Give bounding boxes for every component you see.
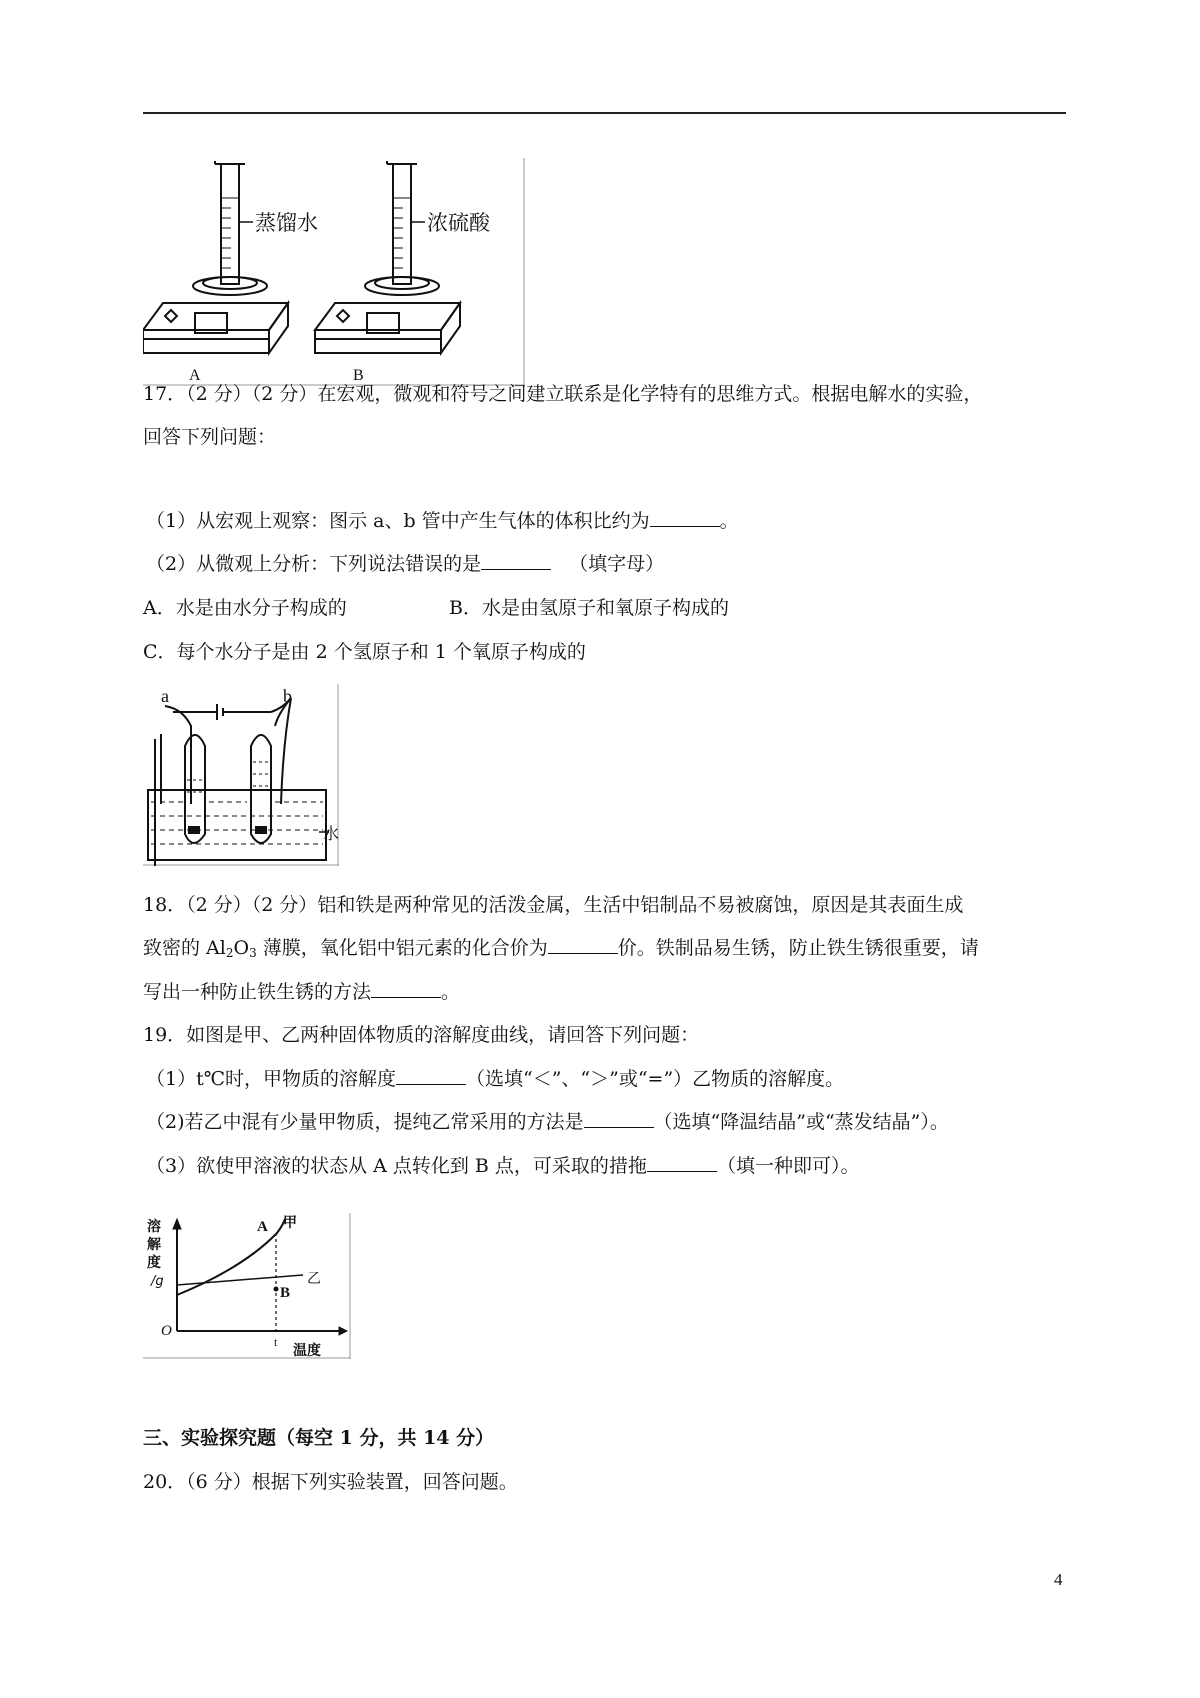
t-tick-label: t <box>274 1335 278 1349</box>
label-conc-sulfuric-acid: 浓硫酸 <box>427 211 490 235</box>
q17-option-a: A．水是由水分子构成的 <box>143 597 347 619</box>
series-jia-label: 甲 <box>283 1215 297 1231</box>
q17-part1-end: 。 <box>719 510 739 532</box>
ylabel-char-1: 溶 <box>147 1219 161 1235</box>
water-surface-hatch <box>151 762 323 844</box>
point-b-label: B <box>280 1285 291 1301</box>
q18-line2-start: 致密的 Al <box>143 937 226 959</box>
caption-a: A <box>189 367 201 384</box>
answer-blank <box>396 1066 466 1085</box>
q17-part1 <box>146 508 739 534</box>
answer-blank <box>647 1153 717 1172</box>
series-yi-label: 乙 <box>307 1271 321 1287</box>
answer-blank <box>650 508 720 527</box>
electrode-b <box>255 826 267 834</box>
header-rule <box>143 112 1066 114</box>
y-axis-arrow <box>173 1219 181 1229</box>
q19-part3 <box>146 1153 859 1179</box>
q17-option-b: B．水是由氢原子和氧原子构成的 <box>449 597 729 619</box>
label-b: b <box>283 686 292 706</box>
q19-line1: 19．如图是甲、乙两种固体物质的溶解度曲线，请回答下列问题： <box>143 1024 700 1046</box>
q17-line2: 回答下列问题： <box>143 426 277 448</box>
q19-part3-end: （填一种即可）。 <box>716 1155 860 1177</box>
answer-blank <box>548 935 618 954</box>
electrode-a <box>188 826 200 834</box>
q17-part1-text: （1）从宏观上观察：图示 a、b 管中产生气体的体积比约为 <box>146 510 650 532</box>
q19-part2-end: （选填“降温结晶”或“蒸发结晶”）。 <box>653 1111 949 1133</box>
cylinder-a-marks <box>222 198 253 268</box>
q18-line2-end: 价。铁制品易生锈，防止铁生锈很重要，请 <box>617 937 979 959</box>
label-distilled-water: 蒸馏水 <box>255 211 318 235</box>
ylabel-char-2: 解 <box>147 1237 161 1253</box>
q18-line1: 18．（2 分）（2 分）铝和铁是两种常见的活泼金属，生活中铝制品不易被腐蚀，原因是其表面生成 <box>143 894 964 916</box>
answer-blank <box>371 979 441 998</box>
q18-line3 <box>143 979 460 1005</box>
q18-line2-mid: 薄膜，氧化铝中铝元素的化合价为 <box>256 937 548 959</box>
balance-b <box>315 161 460 353</box>
page-number: 4 <box>1054 1570 1063 1589</box>
curve-yi <box>177 1275 303 1285</box>
point-a-label: A <box>257 1219 268 1235</box>
caption-b: B <box>353 367 364 384</box>
subscript-2: 2 <box>225 946 234 960</box>
q17-part2-text: （2）从微观上分析：下列说法错误的是 <box>146 553 482 575</box>
water-trough <box>148 790 326 860</box>
electrolysis-figure <box>143 684 339 866</box>
balance-figure <box>143 158 525 386</box>
q18-line2 <box>143 935 979 966</box>
q19-part1-text: （1）t℃时，甲物质的溶解度 <box>146 1068 396 1090</box>
x-axis-arrow <box>339 1327 347 1335</box>
origin-label: O <box>161 1323 172 1339</box>
section-3-heading: 三、实验探究题（每空 1 分，共 14 分） <box>143 1427 495 1449</box>
q17-option-c: C．每个水分子是由 2 个氢原子和 1 个氧原子构成的 <box>143 641 586 663</box>
solubility-figure <box>143 1213 351 1359</box>
q18-line3-text: 写出一种防止铁生锈的方法 <box>143 981 372 1003</box>
point-b <box>274 1287 279 1292</box>
label-water: 水 <box>323 824 339 843</box>
label-a: a <box>161 686 169 706</box>
answer-blank <box>584 1109 654 1128</box>
q19-part3-text: （3）欲使甲溶液的状态从 A 点转化到 B 点，可采取的措拖 <box>146 1155 647 1177</box>
ylabel-char-4: /g <box>151 1274 164 1289</box>
q19-part2-text: （2)若乙中混有少量甲物质，提纯乙常采用的方法是 <box>146 1111 584 1133</box>
balance-a <box>143 161 288 353</box>
q20-line1: 20．（6 分）根据下列实验装置，回答问题。 <box>143 1471 518 1493</box>
q17-line1: 17．（2 分）（2 分）在宏观，微观和符号之间建立联系是化学特有的思维方式。根据电解水的实验， <box>143 383 983 405</box>
q19-part1-end: （选填“＜”、“＞”或“=”）乙物质的溶解度。 <box>465 1068 845 1090</box>
x-axis-label: 温度 <box>293 1343 321 1359</box>
q17-part2 <box>146 551 664 577</box>
cylinder-b-marks <box>394 198 425 268</box>
q18-line3-end: 。 <box>441 981 461 1003</box>
subscript-3: 3 <box>249 946 257 960</box>
ylabel-char-3: 度 <box>147 1255 161 1271</box>
q19-part1 <box>146 1066 844 1092</box>
q17-part2-end: （填字母） <box>569 553 665 575</box>
answer-blank <box>481 551 551 570</box>
oxygen-symbol: O <box>233 937 250 959</box>
q19-part2 <box>146 1109 949 1135</box>
